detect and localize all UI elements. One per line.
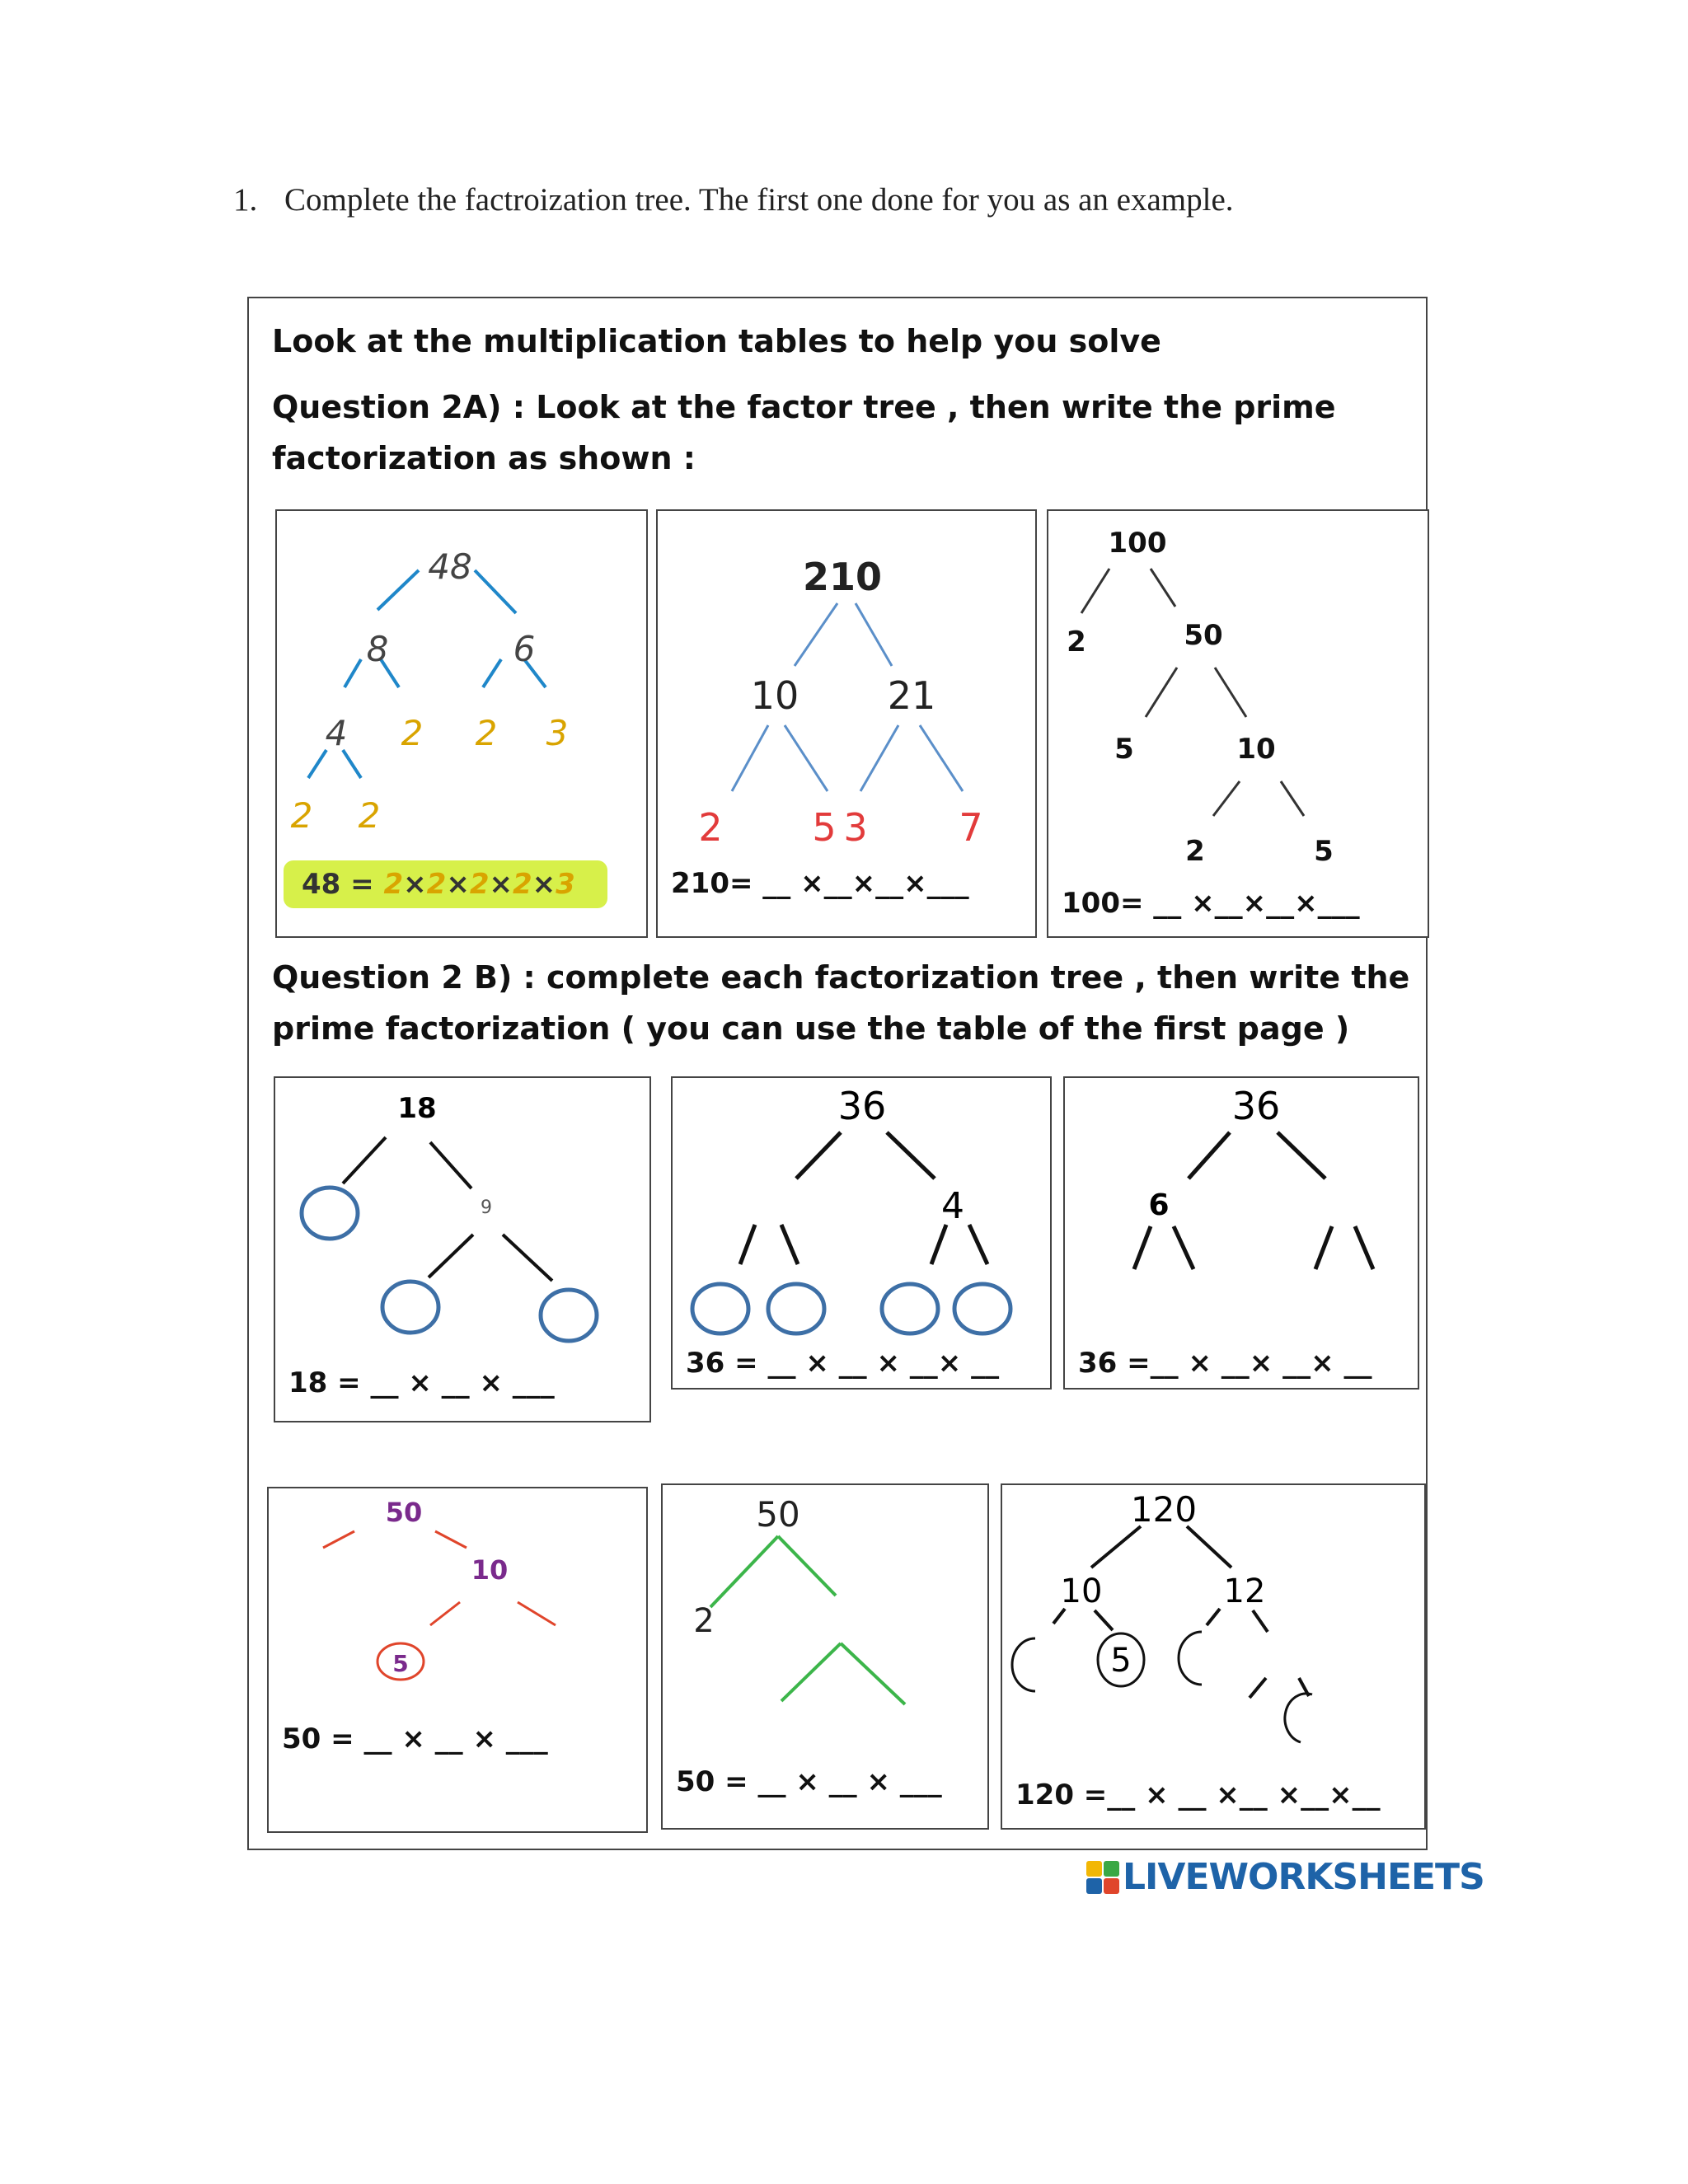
answer-36a: 36 = __ × __ × __× __	[686, 1347, 1000, 1380]
q2a-line2: factorization as shown :	[272, 440, 696, 476]
tree-100	[1048, 511, 1431, 940]
answer-50a: 50 = __ × __ × ___	[282, 1722, 548, 1755]
logo-mark-icon	[1086, 1861, 1119, 1894]
node-4: 4	[941, 1185, 964, 1227]
tree-18-box	[274, 1076, 651, 1422]
tree-50b-box	[661, 1483, 989, 1830]
q2b-line2: prime factorization ( you can use the table of the first page )	[272, 1010, 1350, 1047]
tree-50a-box	[267, 1487, 648, 1833]
node-5: 5	[1110, 1642, 1132, 1680]
tree-36b-box	[1063, 1076, 1419, 1390]
node-5: 5	[1114, 733, 1134, 766]
node-2: 2	[1067, 626, 1086, 658]
node-10: 10	[750, 673, 799, 718]
node-7: 7	[959, 805, 983, 850]
node-4: 4	[325, 713, 348, 753]
instruction-text: Complete the factroization tree. The first one done for you as an example.	[284, 182, 1234, 218]
node-2: 2	[698, 805, 723, 850]
node-9: 9	[481, 1197, 492, 1218]
node-48: 48	[428, 546, 472, 587]
node-18: 18	[397, 1092, 437, 1125]
tree-100-box	[1047, 509, 1429, 938]
answer-120: 120 =__ × __ ×__ ×__×__	[1015, 1779, 1381, 1811]
node-50: 50	[756, 1494, 800, 1535]
answer-circle[interactable]	[882, 1284, 938, 1333]
example-tree-box	[275, 509, 648, 938]
node-2: 2	[693, 1602, 715, 1640]
answer-circle[interactable]	[768, 1284, 824, 1333]
q2b-line1: Question 2 B) : complete each factorization tree , then write the	[272, 959, 1410, 996]
node-21: 21	[887, 673, 936, 718]
answer-36b: 36 =__ × __× __× __	[1078, 1347, 1372, 1380]
node-10: 10	[1060, 1572, 1103, 1610]
answer-100: 100= __ ×__×__×___	[1062, 887, 1360, 920]
answer-50b: 50 = __ × __ × ___	[676, 1765, 942, 1798]
liveworksheets-logo	[1086, 1856, 1484, 1898]
node-2b: 2	[475, 713, 498, 753]
header-line1: Look at the multiplication tables to help you solve	[272, 323, 1161, 359]
node-2b: 2	[1185, 835, 1205, 868]
node-10: 10	[471, 1554, 509, 1586]
answer-18: 18 = __ × __ × ___	[288, 1366, 555, 1399]
node-5b: 5	[1314, 835, 1334, 868]
node-120: 120	[1130, 1489, 1198, 1530]
answer-circle[interactable]	[954, 1284, 1010, 1333]
node-5: 5	[392, 1650, 409, 1677]
node-210: 210	[802, 555, 883, 599]
node-8: 8	[366, 629, 389, 669]
instruction-number: 1.	[233, 182, 258, 218]
node-12: 12	[1223, 1572, 1266, 1610]
answer-circle[interactable]	[692, 1284, 748, 1333]
tree-36b	[1065, 1078, 1421, 1391]
node-3: 3	[546, 713, 569, 753]
node-36: 36	[837, 1084, 887, 1128]
node-6: 6	[513, 629, 536, 669]
answer-circle[interactable]	[302, 1188, 358, 1239]
node-10: 10	[1236, 733, 1276, 766]
node-100: 100	[1108, 527, 1167, 560]
node-2c: 2	[290, 795, 313, 836]
tree-210-box	[656, 509, 1037, 938]
logo-text: LIVEWORKSHEETS	[1123, 1856, 1484, 1898]
node-2a: 2	[401, 713, 424, 753]
tree-50a	[269, 1488, 649, 1835]
node-36: 36	[1231, 1084, 1281, 1128]
node-6: 6	[1148, 1188, 1170, 1222]
answer-210: 210= __ ×__×__×___	[671, 867, 969, 900]
tree-36a-box	[671, 1076, 1052, 1390]
node-50: 50	[1184, 619, 1223, 652]
q2a-line1: Question 2A) : Look at the factor tree , then write the prime	[272, 389, 1336, 425]
node-2d: 2	[358, 795, 381, 836]
tree-36a	[673, 1078, 1053, 1391]
node-50: 50	[385, 1497, 423, 1528]
node-3: 3	[843, 805, 868, 850]
instruction	[233, 181, 1234, 218]
answer-circle[interactable]	[382, 1282, 438, 1333]
example-equation: 48 = 2×2×2×2×3	[284, 860, 607, 908]
worksheet	[247, 297, 1428, 1850]
answer-circle[interactable]	[541, 1290, 597, 1341]
node-5: 5	[812, 805, 837, 850]
tree-120-box	[1001, 1483, 1426, 1830]
